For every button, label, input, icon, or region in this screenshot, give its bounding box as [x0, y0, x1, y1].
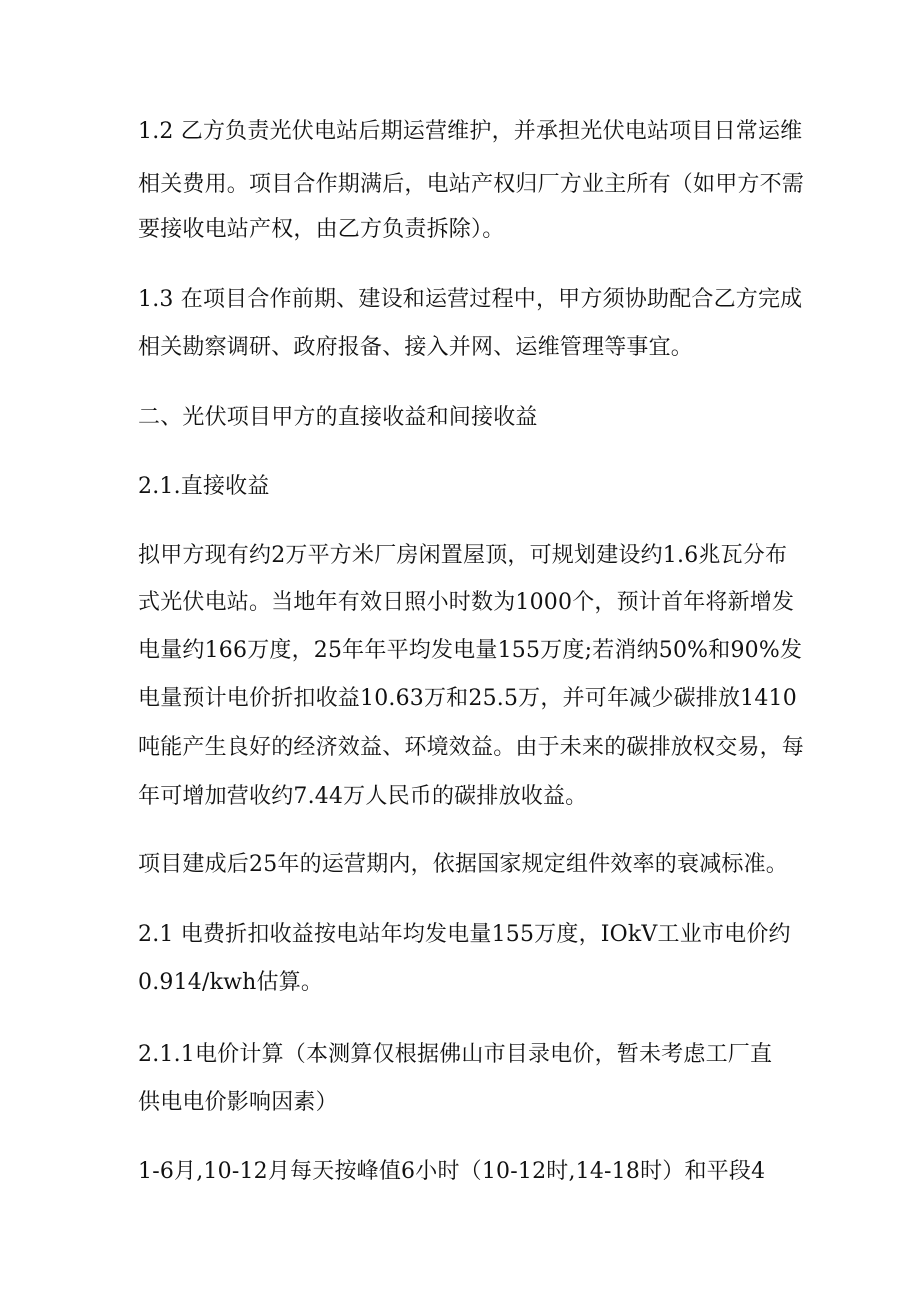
- paragraph-direct-income-line-3: 电量约166万度，25年年平均发电量155万度;若消纳50%和90%发: [138, 638, 803, 663]
- paragraph-direct-income-line-1: 拟甲方现有约2万平方米厂房闲置屋顶，可规划建设约1.6兆瓦分布: [138, 543, 788, 568]
- paragraph-direct-income-line-6: 年可增加营收约7.44万人民币的碳排放收益。: [138, 784, 588, 809]
- paragraph-direct-income-line-5: 吨能产生良好的经济效益、环境效益。由于未来的碳排放权交易，每: [138, 735, 805, 760]
- clause-2-1-line-1: 2.1 电费折扣收益按电站年均发电量155万度，IOkV工业市电价约: [138, 922, 791, 947]
- clause-1-2-line-3: 要接收电站产权，由乙方负责拆除）。: [138, 217, 505, 242]
- clause-1-2-line-2: 相关费用。项目合作期满后，电站产权归厂方业主所有（如甲方不需: [138, 172, 805, 197]
- clause-1-2-line-1: 1.2 乙方负责光伏电站后期运营维护，并承担光伏电站项目日常运维: [138, 119, 803, 144]
- clause-1-3-line-1: 1.3 在项目合作前期、建设和运营过程中，甲方须协助配合乙方完成: [138, 287, 803, 312]
- paragraph-peak-hours-line-1: 1-6月,10-12月每天按峰值6小时（10-12时,14-18时）和平段4: [138, 1159, 766, 1184]
- paragraph-direct-income-line-4: 电量预计电价折扣收益10.63万和25.5万，并可年减少碳排放1410: [138, 686, 797, 711]
- section-heading-2: 二、光伏项目甲方的直接收益和间接收益: [138, 405, 538, 430]
- clause-1-3-line-2: 相关勘察调研、政府报备、接入并网、运维管理等事宜。: [138, 335, 694, 360]
- paragraph-operation-period: 项目建成后25年的运营期内，依据国家规定组件效率的衰减标准。: [138, 852, 788, 877]
- clause-2-1-line-2: 0.914/kwh估算。: [138, 970, 324, 995]
- clause-2-1-1-line-1: 2.1.1电价计算（本测算仅根据佛山市目录电价，暂未考虑工厂直: [138, 1042, 773, 1067]
- clause-2-1-1-line-2: 供电电价影响因素）: [138, 1090, 338, 1115]
- subsection-heading-2-1: 2.1.直接收益: [138, 474, 270, 499]
- paragraph-direct-income-line-2: 式光伏电站。当地年有效日照小时数为1000个，预计首年将新增发: [138, 590, 795, 615]
